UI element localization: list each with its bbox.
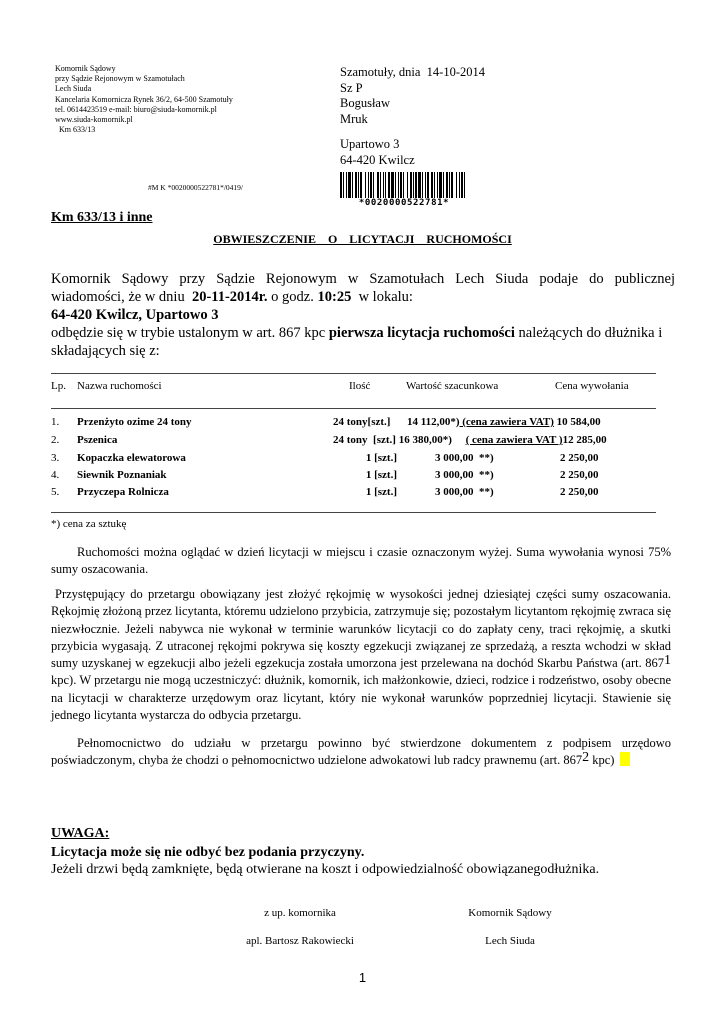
row-qty: 1 [szt.] xyxy=(365,486,397,498)
row-note: (cena zawiera VAT) xyxy=(459,416,554,428)
sender-line: Komornik Sądowy xyxy=(55,64,116,73)
barcode-bars xyxy=(339,172,469,199)
recipient-name-line: Mruk xyxy=(340,111,368,126)
row-price: 2 250,00 xyxy=(560,452,599,464)
row-value: 3 000,00 **) xyxy=(435,469,494,481)
intro-text: odbędzie się w trybie ustalonym w art. 867 kpc xyxy=(51,325,329,341)
auction-type: pierwsza licytacja ruchomości xyxy=(328,325,515,341)
auction-location: 64-420 Kwilcz, Upartowo 3 xyxy=(51,307,219,323)
paragraph-text: Pełnomocnictwo do udziału w przetargu powinno być stwierdzone dokumentem z podpisem urzędowo poświadczonym, chyba że chodzi o pełnomocnictwo udzielone adwokatowi lub radcy prawnemu (art. 867 xyxy=(51,736,671,768)
row-values xyxy=(333,434,607,446)
intro-line xyxy=(51,324,675,342)
paragraph-text xyxy=(51,586,671,724)
superscript: 1 xyxy=(664,653,671,669)
sender-block xyxy=(55,64,233,135)
row-value: 3 000,00 **) xyxy=(435,452,494,464)
intro-line: Komornik Sądowy przy Sądzie Rejonowym w Szamotułach Lech Siuda podaje do publicznej xyxy=(51,271,675,287)
row-price: 2 250,00 xyxy=(560,469,599,481)
signature-left-name: apl. Bartosz Rakowiecki xyxy=(246,935,354,947)
sender-line: Kancelaria Komornicza Rynek 36/2, 64-500 Szamotuły xyxy=(55,94,233,104)
document-title: OBWIESZCZENIE O LICYTACJI RUCHOMOŚCI xyxy=(213,232,512,246)
row-qty: 1 [szt.] xyxy=(365,469,397,481)
case-number: Km 633/13 i inne xyxy=(51,210,153,225)
column-header-value: Wartość szacunkowa xyxy=(406,380,499,392)
column-header-name: Nazwa ruchomości xyxy=(77,380,162,392)
intro-text: o godz. xyxy=(267,289,318,305)
signature-left-role: z up. komornika xyxy=(264,907,336,919)
row-qty: 1 [szt.] xyxy=(365,452,397,464)
row-name: Przenżyto ozime 24 tony xyxy=(77,416,192,428)
row-value: 16 380,00*) xyxy=(395,434,452,446)
row-name: Siewnik Poznaniak xyxy=(77,469,167,481)
row-values xyxy=(333,416,601,428)
row-lp: 2. xyxy=(51,434,60,446)
table-rule xyxy=(51,512,656,513)
auction-date: 20-11-2014r. xyxy=(191,289,268,305)
recipient-address-line: Upartowo 3 xyxy=(340,137,400,151)
row-qty: 24 tony [szt.] xyxy=(333,434,396,446)
superscript: 2 xyxy=(582,750,590,766)
column-header-qty: Ilość xyxy=(349,380,371,392)
recipient-name-line: Bogusław xyxy=(340,96,390,110)
row-price: 2 250,00 xyxy=(560,486,599,498)
sender-line: tel. 0614423519 e-mail: biuro@siuda-komornik.pl xyxy=(55,104,217,114)
intro-line: składających się z: xyxy=(51,343,160,359)
row-lp: 4. xyxy=(51,469,60,481)
row-price: 10 584,00 xyxy=(553,416,601,428)
table-rule xyxy=(51,408,656,409)
signature-right-role: Komornik Sądowy xyxy=(468,907,552,919)
paragraph-text: kpc) xyxy=(589,753,615,768)
warning-line: Licytacja może się nie odbyć bez podania przyczyny. xyxy=(51,845,365,860)
row-value: 3 000,00 **) xyxy=(435,486,494,498)
row-lp: 3. xyxy=(51,452,60,464)
paragraph-text: Przystępujący do przetargu obowiązany jest złożyć rękojmię w wysokości jednej dziesiątej części sumy oszacowania. Rękojmię złożoną przez licytanta, któremu udzielono przybicia, zatrzymuje się; pozostałym licytantom rękojmię zwraca się niezwłocznie. Jeżeli nabywca nie wykonał w terminie warunków licytacji co do zapłaty ceny, traci rękojmię, a skutki przybicia wygasają. Z utraconej rękojmi pokrywa się koszty egzekucji związanej ze sprzedażą, a reszta wchodzi w skład sumy uzyskanej w egzekucji albo jeżeli egzekucja została umorzona jest przelewana na dochód Skarbu Państwa (art. 867 xyxy=(51,587,671,671)
row-lp: 5. xyxy=(51,486,60,498)
paragraph-viewing xyxy=(51,544,671,579)
row-name: Przyczepa Rolnicza xyxy=(77,486,169,498)
column-header-lp: Lp. xyxy=(51,380,66,392)
sender-line: www.siuda-komornik.pl xyxy=(55,115,133,125)
row-note: ( cena zawiera VAT ) xyxy=(465,434,563,446)
paragraph-text: kpc). W przetargu nie mogą uczestniczyć: dłużnik, komornik, ich małżonkowie, dzieci, rodzice i rodzeństwo, osoby obecne na licytacji w charakterze urzędowym oraz licytant, który nie wykonał warunków poprzedniej licytacji. Stawienie się jednego licytanta wystarcza do odbycia przetargu. xyxy=(51,673,671,723)
footnote: *) cena za sztukę xyxy=(51,518,127,530)
sender-line: Km 633/13 xyxy=(55,125,96,135)
intro-line xyxy=(51,288,675,306)
table-rule xyxy=(51,373,656,374)
barcode-text: *0020000522781* xyxy=(339,198,469,208)
recipient-name-line: Sz P xyxy=(340,80,363,95)
signature-right-name: Lech Siuda xyxy=(485,935,535,947)
row-price: 12 285,00 xyxy=(562,434,607,446)
row-lp: 1. xyxy=(51,416,60,428)
recipient-address-line: 64-420 Kwilcz xyxy=(340,152,415,167)
intro-text: w lokalu: xyxy=(351,289,413,305)
intro-text: wiadomości, że w dniu xyxy=(51,289,192,305)
paragraph-text: Ruchomości można oglądać w dzień licytacji w miejscu i czasie oznaczonym wyżej. Suma wywołania wynosi 75% sumy oszacowania. xyxy=(51,545,671,577)
row-value: 14 112,00*) xyxy=(406,416,460,428)
paragraph-power-of-attorney xyxy=(51,735,671,770)
paragraph-deposit xyxy=(51,586,671,724)
row-name: Kopaczka elewatorowa xyxy=(77,452,186,464)
sender-line: przy Sądzie Rejonowym w Szamotułach xyxy=(55,74,185,84)
warning-heading: UWAGA: xyxy=(51,826,110,841)
reference-code: #M K *0020000522781*/0419/ xyxy=(148,183,244,192)
auction-time: 10:25 xyxy=(317,289,352,305)
intro-text: należących do dłużnika i xyxy=(514,325,663,341)
page-number: 1 xyxy=(358,970,367,985)
highlight-mark xyxy=(620,752,630,766)
sender-line: Lech Siuda xyxy=(55,84,92,94)
row-name: Pszenica xyxy=(77,434,118,446)
paragraph-text xyxy=(51,735,671,770)
column-header-price: Cena wywołania xyxy=(555,380,629,392)
barcode xyxy=(339,172,469,208)
place-date: Szamotuły, dnia 14-10-2014 xyxy=(340,65,486,79)
row-qty: 24 tony[szt.] xyxy=(333,416,391,428)
recipient-block xyxy=(340,65,485,168)
intro-paragraph xyxy=(51,270,675,360)
warning-line: Jeżeli drzwi będą zamknięte, będą otwierane na koszt i odpowiedzialność obowiązanegodłużnika. xyxy=(51,862,600,877)
